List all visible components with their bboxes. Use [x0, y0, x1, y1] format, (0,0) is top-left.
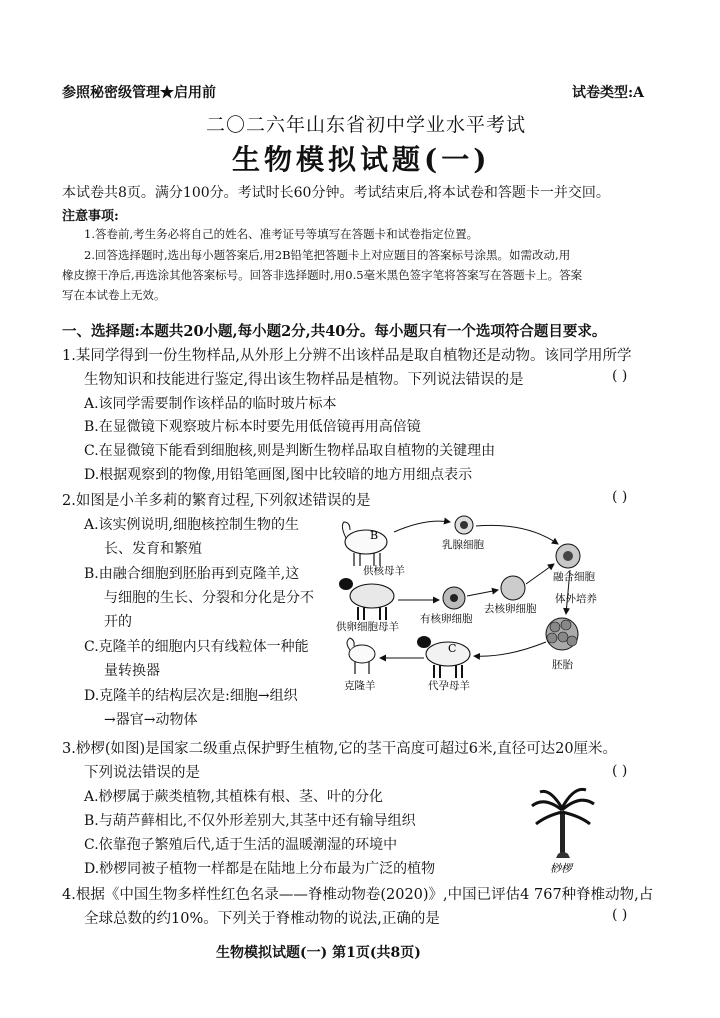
enucleated-egg-label: 去核卵细胞	[484, 603, 537, 615]
nucleated-egg-icon	[443, 587, 465, 609]
confidentiality-label: 参照秘密级管理★启用前	[62, 85, 216, 101]
dolly-cloning-diagram	[336, 508, 598, 698]
tree-fern-icon	[532, 789, 594, 858]
q1-option-a: A.该同学需要制作该样品的临时玻片标本	[84, 396, 337, 412]
section-heading: 一、选择题:本题共20小题,每小题2分,共40分。每小题只有一个选项符合题目要求。	[62, 323, 607, 340]
surrogate-ewe-icon	[417, 636, 470, 678]
q2-option-d-line1: D.克隆羊的结构层次是:细胞→组织	[84, 688, 298, 704]
clone-label: 克隆羊	[344, 680, 376, 692]
notes-item-2-line3: 写在本试卷上无效。	[62, 288, 166, 302]
tree-fern-figure	[528, 786, 598, 876]
q2-option-a-line2: 长、发育和繁殖	[104, 541, 202, 557]
q1-stem-line1: 1.某同学得到一份生物样品,从外形上分辨不出该样品是取自植物还是动物。该同学用所学	[62, 348, 632, 364]
egg-donor-label: 供卵细胞母羊	[336, 621, 399, 633]
q2-option-b-line1: B.由融合细胞到胚胎再到克隆羊,这	[84, 566, 300, 582]
q3-option-d: D.桫椤同被子植物一样都是在陆地上分布最为广泛的植物	[84, 861, 436, 877]
q1-answer-paren: ( )	[612, 368, 628, 384]
q1-option-b: B.在显微镜下观察玻片标本时要先用低倍镜再用高倍镜	[84, 419, 421, 435]
q2-stem: 2.如图是小羊多莉的繁育过程,下列叙述错误的是	[62, 493, 371, 509]
embryo-label: 胚胎	[552, 659, 573, 671]
q3-option-a: A.桫椤属于蕨类植物,其植株有根、茎、叶的分化	[84, 789, 384, 805]
q3-answer-paren: ( )	[612, 763, 628, 779]
culture-label: 体外培养	[555, 593, 597, 605]
embryo-icon	[546, 618, 578, 650]
q2-option-d-line2: →器官→动物体	[104, 712, 198, 728]
q3-stem-line1: 3.桫椤(如图)是国家二级重点保护野生植物,它的茎干高度可超过6米,直径可达20厘米。	[62, 741, 618, 757]
notes-item-2-line2: 橡皮擦干净后,再选涂其他答案标号。回答非选择题时,用0.5毫米黑色签字笔将答案写在答题卡上。答案	[62, 268, 583, 282]
fused-cell-icon	[556, 544, 580, 568]
nucleated-egg-label: 有核卵细胞	[420, 613, 473, 625]
page-footer: 生物模拟试题(一) 第1页(共8页)	[216, 945, 421, 961]
mammary-cell-icon	[455, 516, 473, 534]
q2-answer-paren: ( )	[612, 489, 628, 505]
donor-ewe-label: 供核母羊	[363, 565, 405, 577]
tree-fern-caption: 桫椤	[550, 862, 572, 875]
q2-option-b-line2: 与细胞的生长、分裂和分化是分不	[104, 590, 314, 606]
q4-stem-line1: 4.根据《中国生物多样性红色名录——脊椎动物卷(2020)》,中国已评估4 767种脊椎动物,占	[62, 887, 654, 903]
mammary-cell-label: 乳腺细胞	[442, 539, 484, 551]
exam-title: 二〇二六年山东省初中学业水平考试	[206, 114, 527, 136]
q3-option-b: B.与葫芦藓相比,不仅外形差别大,其茎中还有输导组织	[84, 813, 416, 829]
q1-stem-line2: 生物知识和技能进行鉴定,得出该生物样品是植物。下列说法错误的是	[84, 372, 524, 388]
q1-option-c: C.在显微镜下能看到细胞核,则是判断生物样品取自植物的关键理由	[84, 443, 496, 459]
enucleated-egg-icon	[501, 576, 525, 600]
q4-answer-paren: ( )	[612, 907, 628, 923]
clone-lamb-icon	[347, 638, 375, 674]
egg-donor-ewe-icon	[339, 578, 394, 620]
notes-heading: 注意事项:	[62, 209, 119, 224]
q2-option-c-line1: C.克隆羊的细胞内只有线粒体一种能	[84, 639, 309, 655]
svg-text:C: C	[448, 642, 457, 655]
q4-stem-line2: 全球总数的约10%。下列关于脊椎动物的说法,正确的是	[84, 911, 440, 927]
svg-text:B: B	[370, 529, 379, 542]
fused-cell-label: 融合细胞	[553, 571, 595, 583]
paper-title: 生物模拟试题(一)	[232, 143, 491, 176]
q2-option-a-line1: A.该实例说明,细胞核控制生物的生	[84, 517, 300, 533]
notes-item-2-line1: 2.回答选择题时,选出每小题答案后,用2B铅笔把答题卡上对应题目的答案标号涂黑。如需改动,用	[84, 248, 571, 262]
intro-text: 本试卷共8页。满分100分。考试时长60分钟。考试结束后,将本试卷和答题卡一并交回。	[62, 185, 610, 201]
q1-option-d: D.根据观察到的物像,用铅笔画图,图中比较暗的地方用细点表示	[84, 467, 473, 483]
q2-option-c-line2: 量转换器	[104, 663, 160, 679]
surrogate-label: 代孕母羊	[428, 680, 470, 692]
q3-option-c: C.依靠孢子繁殖后代,适于生活的温暖潮湿的环境中	[84, 837, 398, 853]
notes-item-1: 1.答卷前,考生务必将自己的姓名、准考证号等填写在答题卡和试卷指定位置。	[84, 227, 479, 241]
paper-type-label: 试卷类型:A	[572, 85, 645, 101]
donor-ewe-icon	[342, 522, 387, 566]
q3-stem-line2: 下列说法错误的是	[84, 765, 200, 781]
q2-option-b-line3: 开的	[104, 614, 132, 630]
